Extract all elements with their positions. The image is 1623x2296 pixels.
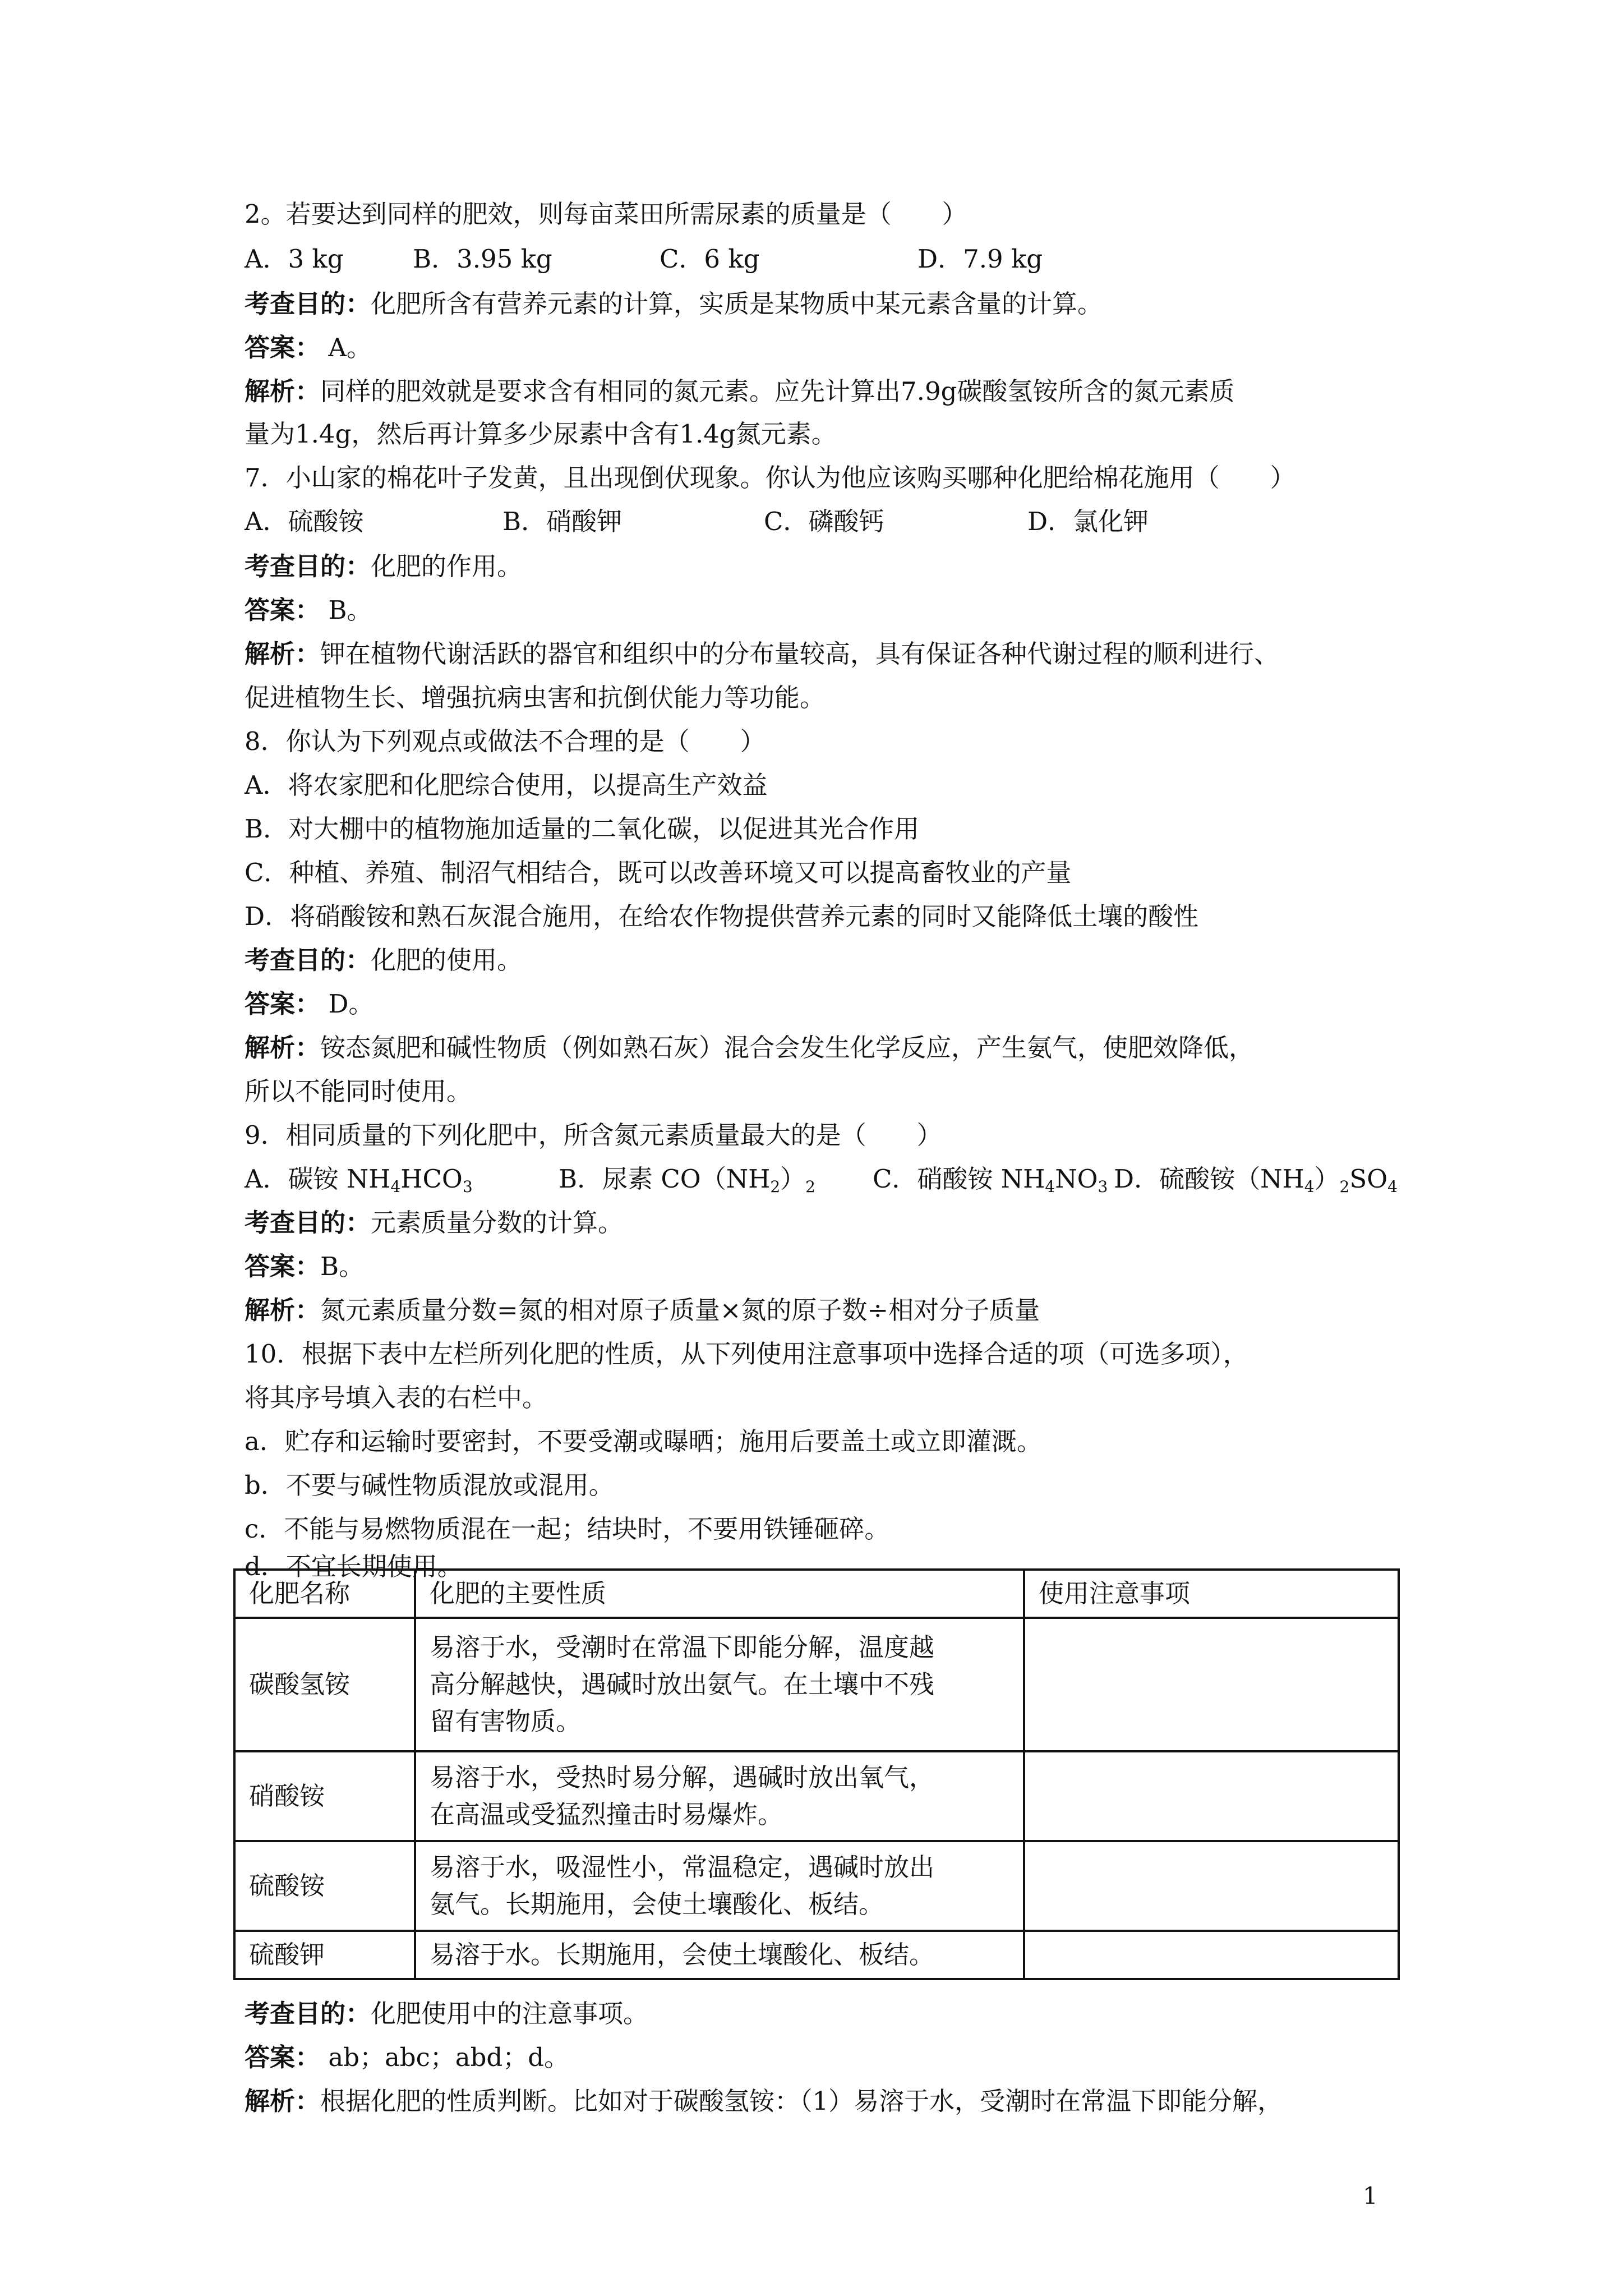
q8-answer: 答案： D。 (245, 989, 374, 1019)
q6-analysis: 解析：同样的肥效就是要求含有相同的氮元素。应先计算出7.9g碳酸氢铵所含的氮元素质 (245, 376, 1235, 406)
q9-options (245, 1162, 1398, 1196)
q9-purpose: 考查目的：元素质量分数的计算。 (245, 1208, 624, 1237)
table-header-notes: 使用注意事项 (1024, 1570, 1399, 1618)
q8-analysis: 解析：铵态氮肥和碱性物质（例如熟石灰）混合会发生化学反应，产生氨气，使肥效降低， (245, 1033, 1255, 1062)
table-row (234, 1931, 1399, 1979)
table-row (234, 1618, 1399, 1751)
q8-analysis-cont: 所以不能同时使用。 (245, 1076, 472, 1106)
q7-option-b: B．硝酸钾 (502, 507, 623, 536)
q6-option-b: B．3.95 kg (413, 244, 552, 274)
q9-stem: 9．相同质量的下列化肥中，所含氮元素质量最大的是（ ） (245, 1120, 942, 1150)
q9-option-b: B．尿素 $CO(NH_2)_2$ (559, 1164, 815, 1196)
q10-item-c: c．不能与易燃物质混在一起；结块时，不要用铁锤砸碎。 (245, 1514, 890, 1544)
q9-option-d: D．硫酸铵$(NH_4)_2SO_4$ (1114, 1164, 1398, 1196)
q7-option-a: A．硫酸铵 (245, 507, 364, 536)
q9-option-a: A．碳铵 $NH_4HCO_3$ (245, 1164, 473, 1196)
q8-option-c: C．种植、养殖、制沼气相结合，既可以改善环境又可以提高畜牧业的产量 (245, 858, 1072, 887)
q10-item-b: b．不要与碱性物质混放或混用。 (245, 1470, 614, 1500)
fertilizer-table (233, 1568, 1400, 1980)
q10-analysis: 解析：根据化肥的性质判断。比如对于碳酸氢铵：（1）易溶于水，受潮时在常温下即能分解， (245, 2086, 1283, 2116)
q8-stem: 8．你认为下列观点或做法不合理的是（ ） (245, 726, 766, 756)
q6-stem-tail: 2。若要达到同样的肥效，则每亩菜田所需尿素的质量是（ ） (245, 199, 967, 229)
usage-note-cell[interactable] (1024, 1751, 1399, 1841)
q10-purpose: 考查目的：化肥使用中的注意事项。 (245, 1999, 649, 2028)
q9-answer: 答案：B。 (245, 1251, 365, 1281)
q7-stem: 7．小山家的棉花叶子发黄，且出现倒伏现象。你认为他应该购买哪种化肥给棉花施用（ ） (245, 463, 1295, 493)
q8-purpose: 考查目的：化肥的使用。 (245, 945, 523, 975)
q7-option-c: C．磷酸钙 (764, 507, 884, 536)
q10-item-d: d．不宜长期使用。 (245, 1552, 463, 1581)
q10-item-a: a．贮存和运输时要密封，不要受潮或曝晒；施用后要盖土或立即灌溉。 (245, 1427, 1042, 1456)
fertilizer-name: 碳酸氢铵 (234, 1618, 415, 1751)
table-row (234, 1841, 1399, 1931)
fertilizer-props: 易溶于水。长期施用，会使土壤酸化、板结。 (415, 1931, 1024, 1979)
q10-stem-cont: 将其序号填入表的右栏中。 (245, 1383, 548, 1412)
page-number: 1 (1363, 2182, 1378, 2210)
usage-note-cell[interactable] (1024, 1841, 1399, 1931)
fertilizer-name: 硝酸铵 (234, 1751, 415, 1841)
q8-option-b: B．对大棚中的植物施加适量的二氧化碳，以促进其光合作用 (245, 814, 920, 844)
fertilizer-props: 易溶于水，吸湿性小，常温稳定，遇碱时放出 氨气。长期施用，会使土壤酸化、板结。 (415, 1841, 1024, 1931)
q10-stem: 10．根据下表中左栏所列化肥的性质，从下列使用注意事项中选择合适的项（可选多项）， (245, 1339, 1248, 1369)
q10-answer: 答案： ab；abc；abd；d。 (245, 2042, 570, 2072)
q7-analysis: 解析：钾在植物代谢活跃的器官和组织中的分布量较高，具有保证各种代谢过程的顺利进行、 (245, 639, 1280, 669)
q6-options (245, 242, 1043, 276)
table-header-name: 化肥名称 (234, 1570, 415, 1618)
q9-analysis: 解析：氮元素质量分数=氮的相对原子质量×氮的原子数÷相对分子质量 (245, 1295, 1040, 1325)
q6-answer: 答案： A。 (245, 333, 372, 362)
q7-answer: 答案： B。 (245, 595, 372, 625)
usage-note-cell[interactable] (1024, 1931, 1399, 1979)
q8-option-d: D．将硝酸铵和熟石灰混合施用，在给农作物提供营养元素的同时又能降低土壤的酸性 (245, 901, 1199, 931)
q7-options (245, 505, 1149, 539)
q6-option-c: C．6 kg (660, 244, 760, 274)
q6-analysis-cont: 量为1.4g，然后再计算多少尿素中含有1.4g氮元素。 (245, 419, 837, 449)
table-header-props: 化肥的主要性质 (415, 1570, 1024, 1618)
q6-option-d: D．7.9 kg (917, 244, 1043, 274)
q9-option-c: C．硝酸铵 $NH_4NO_3$ (873, 1164, 1108, 1196)
table-header-row (234, 1570, 1399, 1618)
q8-option-a: A．将农家肥和化肥综合使用，以提高生产效益 (245, 770, 768, 800)
fertilizer-props: 易溶于水，受热时易分解，遇碱时放出氧气， 在高温或受猛烈撞击时易爆炸。 (415, 1751, 1024, 1841)
fertilizer-props: 易溶于水，受潮时在常温下即能分解，温度越 高分解越快，遇碱时放出氨气。在土壤中不残 留有害物质。 (415, 1618, 1024, 1751)
table-row (234, 1751, 1399, 1841)
fertilizer-name: 硫酸铵 (234, 1841, 415, 1931)
q7-purpose: 考查目的：化肥的作用。 (245, 551, 523, 581)
q7-option-d: D．氯化钾 (1027, 507, 1149, 536)
fertilizer-name: 硫酸钾 (234, 1931, 415, 1979)
q7-analysis-cont: 促进植物生长、增强抗病虫害和抗倒伏能力等功能。 (245, 683, 826, 712)
usage-note-cell[interactable] (1024, 1618, 1399, 1751)
q6-option-a: A．3 kg (245, 244, 344, 274)
q6-purpose: 考查目的：化肥所含有营养元素的计算，实质是某物质中某元素含量的计算。 (245, 289, 1103, 319)
